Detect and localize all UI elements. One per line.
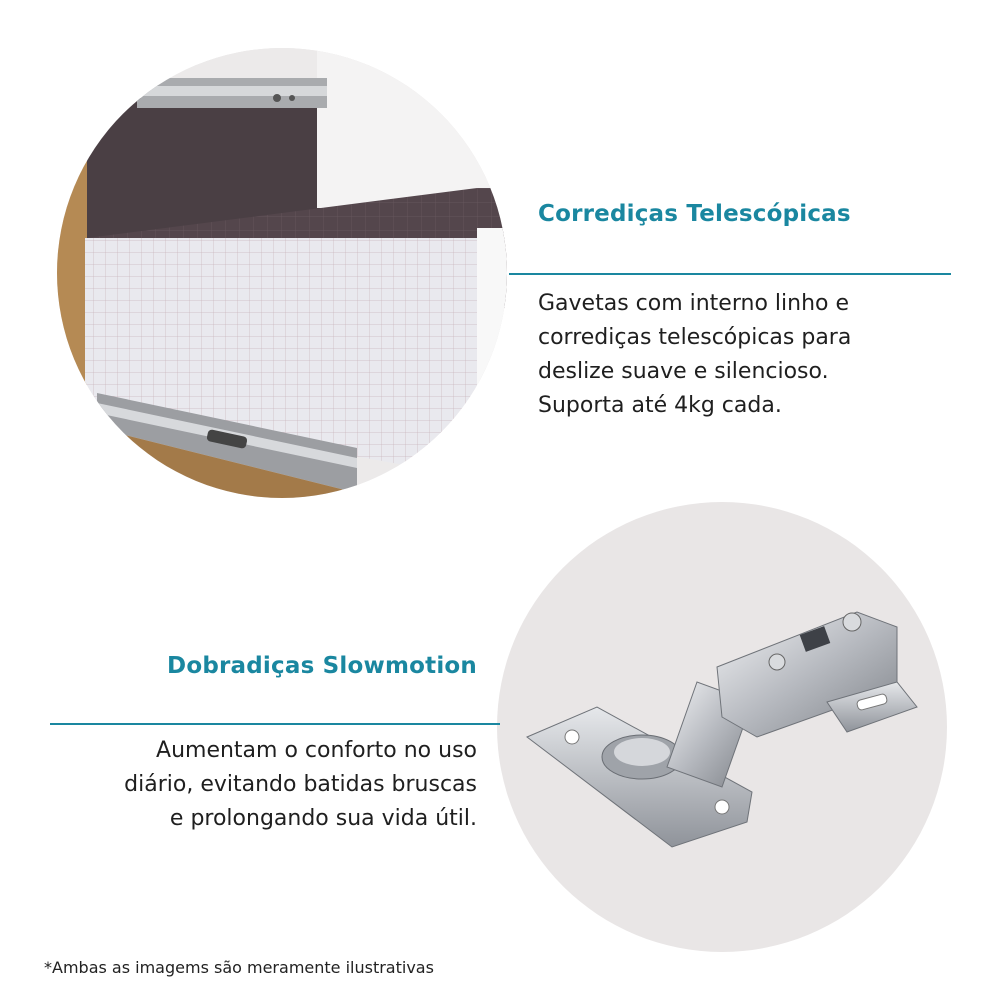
hinge-description-line: e prolongando sua vida útil. (169, 806, 477, 831)
drawer-slide-photo (57, 48, 507, 498)
hinge-description-line: diário, evitando batidas bruscas (124, 772, 477, 797)
drawer-description-line: deslize suave e silencioso. (538, 359, 829, 384)
drawer-section-divider (509, 273, 951, 275)
hinge-description-line: Aumentam o conforto no uso (156, 738, 477, 763)
hinge-section-divider (50, 723, 500, 725)
drawer-description-line: Suporta até 4kg cada. (538, 393, 782, 418)
hinge-illustration (497, 502, 947, 952)
hinge-photo (497, 502, 947, 952)
drawer-slides-heading: Corrediças Telescópicas (538, 201, 851, 227)
drawer-illustration (57, 48, 507, 498)
hinges-heading: Dobradiças Slowmotion (167, 653, 477, 679)
hinges-description (17, 734, 477, 836)
drawer-description-line: corrediças telescópicas para (538, 325, 852, 350)
drawer-slides-description (538, 287, 958, 423)
illustrative-footnote: *Ambas as imagems são meramente ilustrativas (44, 958, 434, 977)
drawer-description-line: Gavetas com interno linho e (538, 291, 849, 316)
